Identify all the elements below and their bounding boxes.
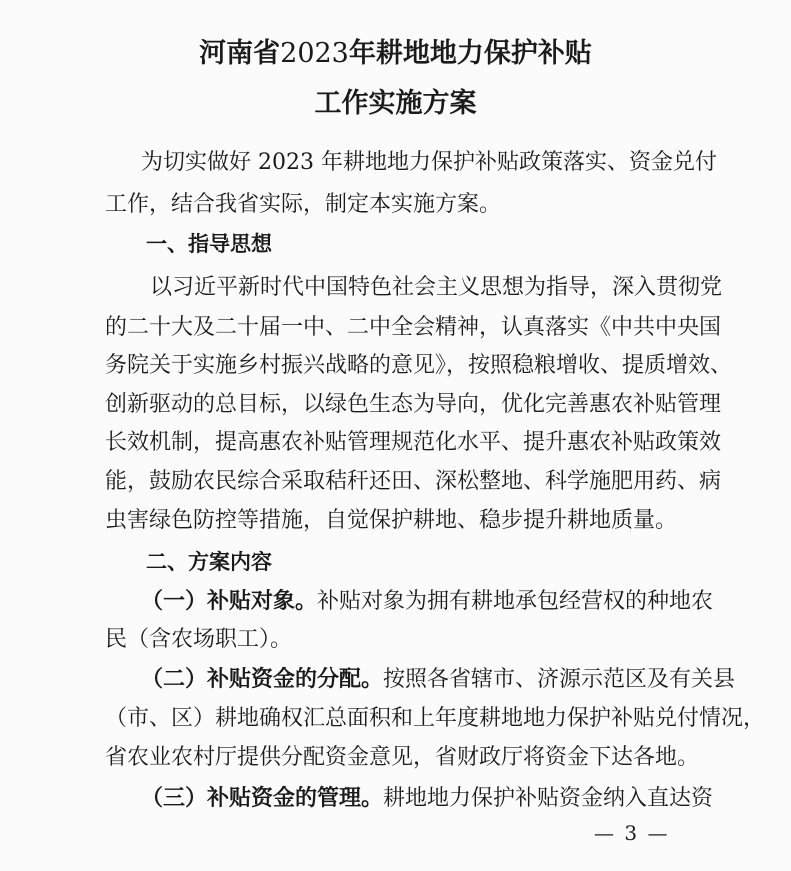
item2-text: 按照各省辖市、济源示范区及有关县: [383, 667, 736, 692]
section1-line-6: 能，鼓励农民综合采取秸秆还田、深松整地、科学施肥用药、病: [105, 469, 722, 494]
item1-line-1: [141, 587, 714, 617]
item1-text: 补贴对象为拥有耕地承包经营权的种地农: [317, 589, 714, 614]
intro-line-2: 工作，结合我省实际，制定本实施方案。: [105, 192, 502, 217]
item2-line-3: 省农业农村厅提供分配资金意见，省财政厅将资金下达各地。: [105, 745, 700, 770]
section1-line-4: 创新驱动的总目标，以绿色生态为导向，优化完善惠农补贴管理: [105, 392, 722, 417]
section-heading-guiding-ideology: 一、指导思想: [146, 232, 272, 256]
item2-label: （二）补贴资金的分配。: [141, 667, 384, 692]
item2-line-2: （市、区）耕地确权汇总面积和上年度耕地地力保护补贴兑付情况，: [105, 706, 766, 731]
section-heading-plan-content: 二、方案内容: [146, 550, 272, 574]
section1-line-3: 务院关于实施乡村振兴战略的意见》，按照稳粮增收、提质增效、: [105, 353, 733, 378]
page-number: — 3 —: [594, 821, 670, 845]
item1-label: （一）补贴对象。: [141, 589, 318, 614]
item1-line-2: 民（含农场职工）。: [105, 627, 293, 652]
section1-line-7: 虫害绿色防控等措施，自觉保护耕地、稳步提升耕地质量。: [105, 508, 678, 533]
item3-text: 耕地地力保护补贴资金纳入直达资: [383, 786, 714, 811]
document-title-line-1: [0, 36, 791, 72]
title-year: 2023: [280, 38, 349, 69]
title-province: 河南省: [199, 38, 281, 69]
item3-line-1: [141, 784, 714, 814]
item2-line-1: [141, 665, 736, 695]
section1-line-2: 的二十大及二十届一中、二中全会精神，认真落实《中共中央国: [105, 315, 722, 340]
intro-line-1: 为切实做好 2023 年耕地地力保护补贴政策落实、资金兑付: [141, 150, 717, 175]
section1-line-5: 长效机制，提高惠农补贴管理规范化水平、提升惠农补贴政策效: [105, 430, 722, 455]
title-subject: 年耕地地力保护补贴: [348, 38, 592, 69]
document-title-line-2: 工作实施方案: [314, 88, 477, 119]
section1-line-1: 以习近平新时代中国特色社会主义思想为指导，深入贯彻党: [150, 275, 723, 300]
item3-label: （三）补贴资金的管理。: [141, 786, 384, 811]
